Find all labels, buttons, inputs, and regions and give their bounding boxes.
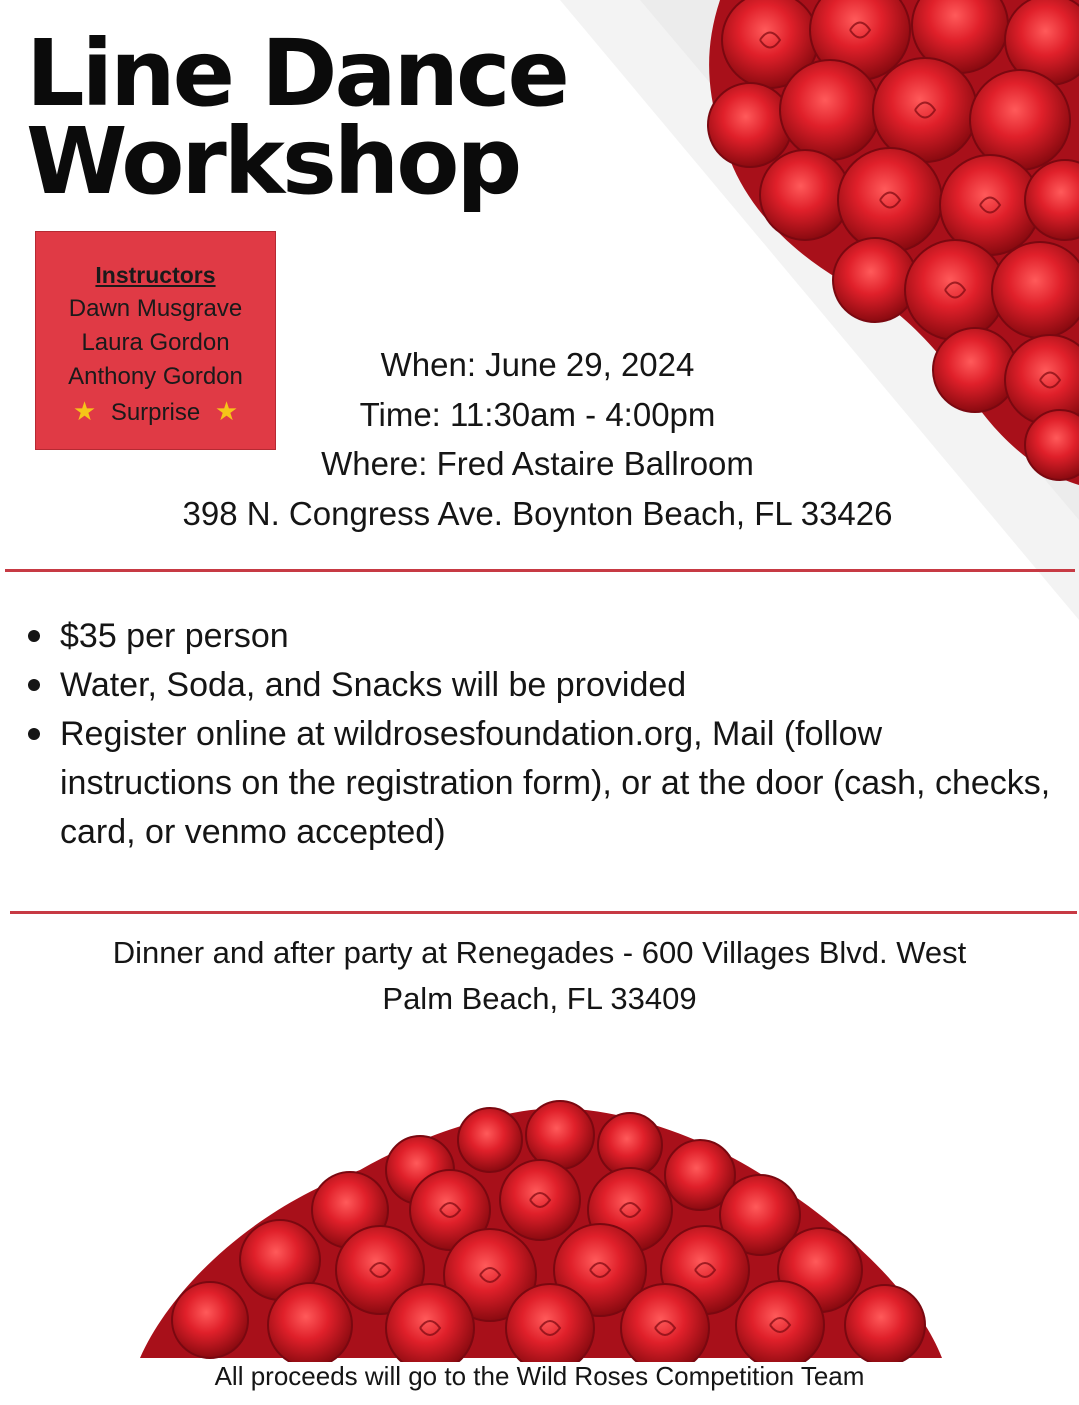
detail-refreshments: Water, Soda, and Snacks will be provided [60, 666, 687, 704]
event-info [0, 340, 1075, 538]
detail-registration: Register online at wildrosesfoundation.org, Mail (follow instructions on the registration form), or at the door (cash, checks, card, or venmo accepted) [60, 715, 1051, 851]
event-time: Time: 11:30am - 4:00pm [359, 395, 716, 433]
surprise-label: Surprise [110, 399, 201, 426]
event-where: Where: Fred Astaire Ballroom [321, 445, 754, 482]
instructor-name: Dawn Musgrave [68, 295, 243, 322]
list-item [22, 710, 1062, 857]
list-item [22, 661, 1062, 710]
instructors-heading: Instructors [95, 262, 216, 288]
dinner-info [0, 930, 1079, 1022]
list-item [22, 612, 1062, 661]
title-line-2: Workshop [26, 108, 520, 215]
divider [5, 569, 1075, 572]
star-icon: ★ [214, 396, 239, 426]
title-line-1: Line Dance [26, 20, 567, 127]
event-address: 398 N. Congress Ave. Boynton Beach, FL 33426 [182, 494, 893, 532]
dinner-line-1: Dinner and after party at Renegades - 600 Villages Blvd. West [112, 935, 967, 970]
roses-bottom-image [130, 1100, 950, 1362]
details-list [22, 612, 1062, 857]
dinner-line-2: Palm Beach, FL 33409 [382, 981, 697, 1016]
bullet-icon [28, 679, 40, 691]
instructor-name: Anthony Gordon [68, 363, 243, 390]
bullet-icon [28, 630, 40, 642]
detail-price: $35 per person [60, 617, 289, 655]
footer-note: All proceeds will go to the Wild Roses Competition Team [214, 1361, 865, 1391]
page-title [26, 20, 567, 215]
divider [10, 911, 1077, 914]
event-when: When: June 29, 2024 [380, 346, 695, 383]
instructor-name: Laura Gordon [81, 329, 230, 356]
bullet-icon [28, 728, 40, 740]
star-icon: ★ [72, 396, 97, 426]
